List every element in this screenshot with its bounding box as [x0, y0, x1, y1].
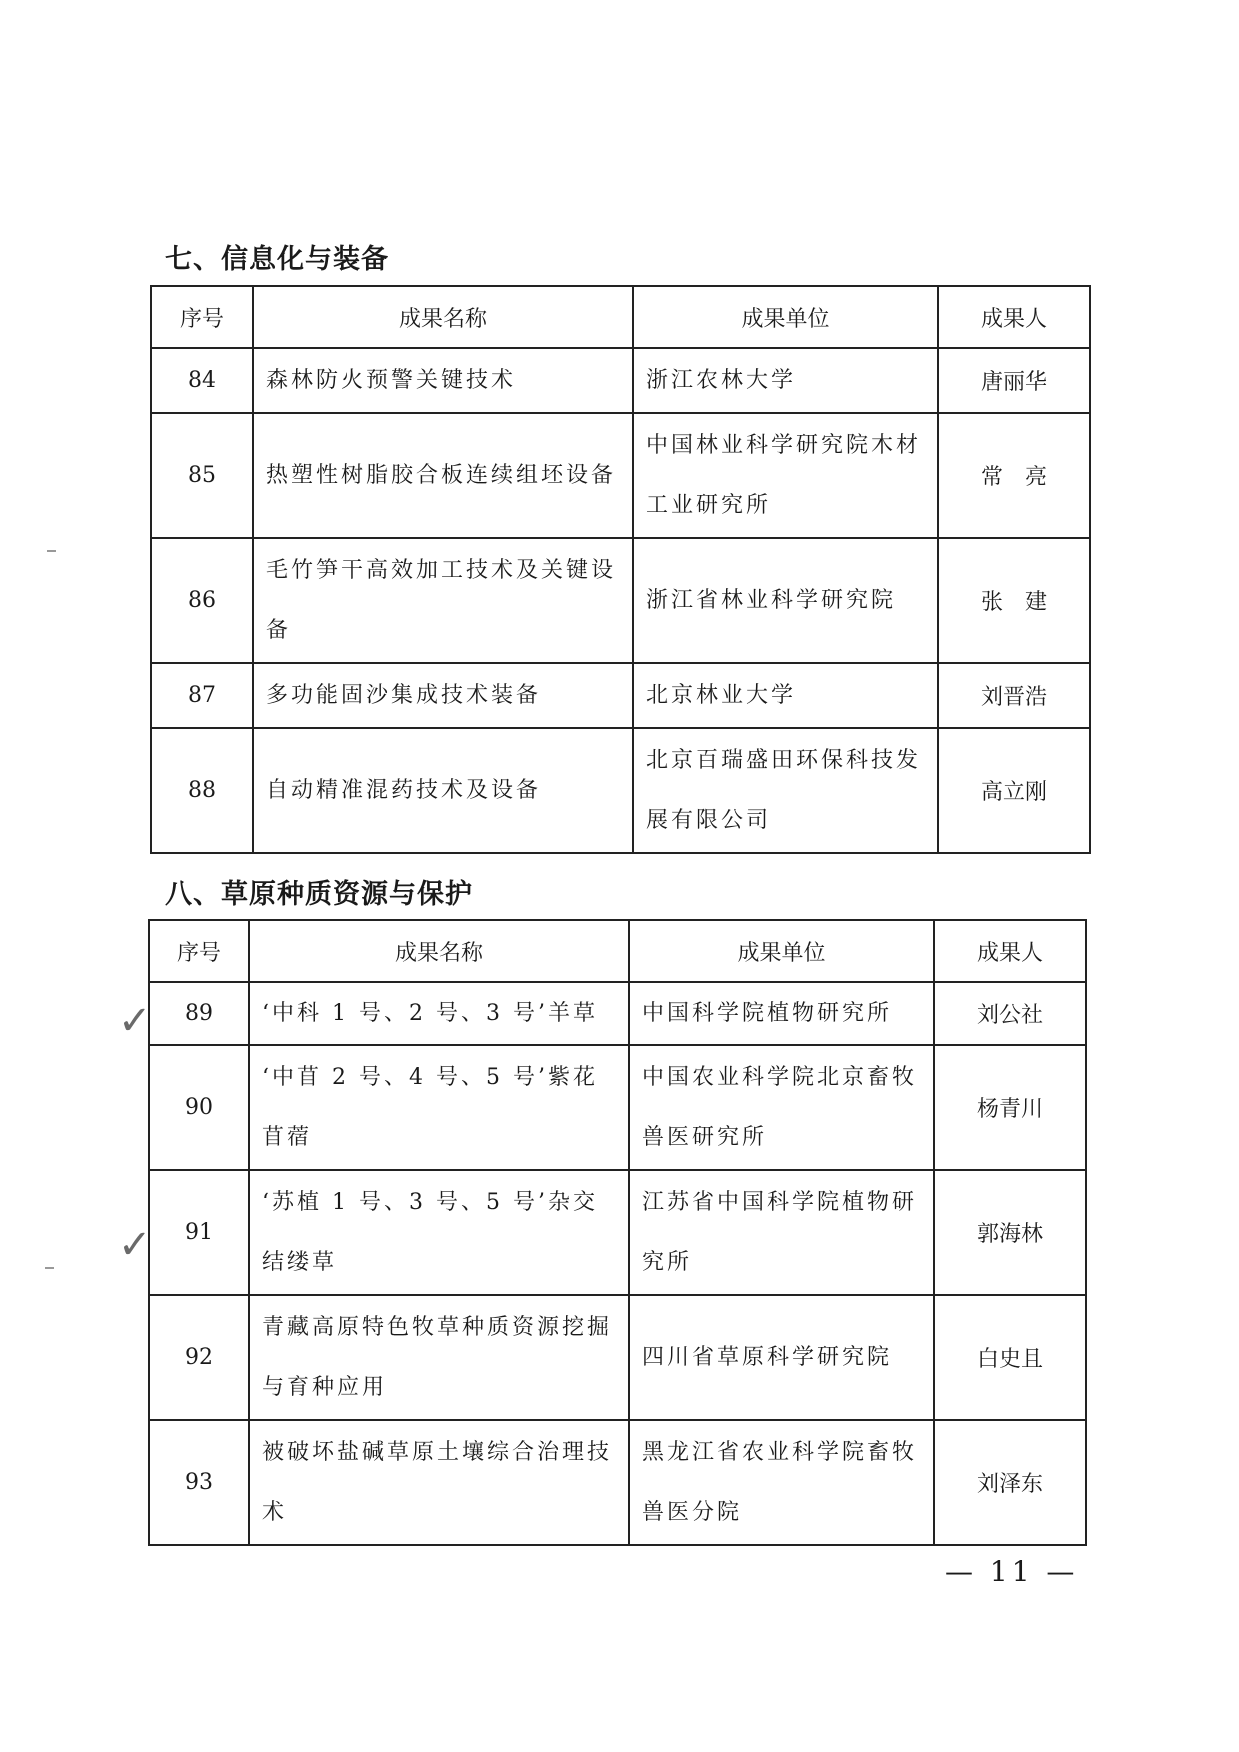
row-name: ‘中科 1 号、2 号、3 号’羊草	[249, 982, 629, 1045]
row-person: 张 建	[938, 538, 1090, 663]
table-row	[151, 348, 1090, 413]
row-unit: 北京林业大学	[633, 663, 938, 728]
header-num: 序号	[151, 286, 253, 348]
checkmark-icon: ✓	[118, 998, 152, 1044]
section-title-informatization: 七、信息化与装备	[165, 244, 389, 275]
row-unit: 黑龙江省农业科学院畜牧兽医分院	[629, 1420, 934, 1545]
row-unit: 中国林业科学研究院木材工业研究所	[633, 413, 938, 538]
row-person: 刘公社	[934, 982, 1086, 1045]
table-row	[149, 1170, 1086, 1295]
row-name: 自动精准混药技术及设备	[253, 728, 633, 853]
row-num: 93	[149, 1420, 249, 1545]
scan-speck	[45, 1267, 54, 1269]
row-person: 高立刚	[938, 728, 1090, 853]
table-header-row	[151, 286, 1090, 348]
table-row	[151, 728, 1090, 853]
row-name: 热塑性树脂胶合板连续组坯设备	[253, 413, 633, 538]
row-name: ‘中苜 2 号、4 号、5 号’紫花苜蓿	[249, 1045, 629, 1170]
row-person: 刘泽东	[934, 1420, 1086, 1545]
table-row	[151, 413, 1090, 538]
table-row	[149, 1420, 1086, 1545]
row-num: 87	[151, 663, 253, 728]
checkmark-icon: ✓	[118, 1222, 152, 1268]
row-num: 92	[149, 1295, 249, 1420]
row-num: 84	[151, 348, 253, 413]
row-name: ‘苏植 1 号、3 号、5 号’杂交结缕草	[249, 1170, 629, 1295]
row-name: 被破坏盐碱草原土壤综合治理技术	[249, 1420, 629, 1545]
row-person: 郭海林	[934, 1170, 1086, 1295]
header-unit: 成果单位	[629, 920, 934, 982]
row-name: 森林防火预警关键技术	[253, 348, 633, 413]
header-unit: 成果单位	[633, 286, 938, 348]
row-unit: 浙江省林业科学研究院	[633, 538, 938, 663]
row-num: 91	[149, 1170, 249, 1295]
table-row	[149, 1045, 1086, 1170]
header-num: 序号	[149, 920, 249, 982]
row-unit: 中国农业科学院北京畜牧兽医研究所	[629, 1045, 934, 1170]
row-unit: 江苏省中国科学院植物研究所	[629, 1170, 934, 1295]
row-person: 唐丽华	[938, 348, 1090, 413]
row-name: 多功能固沙集成技术装备	[253, 663, 633, 728]
header-person: 成果人	[934, 920, 1086, 982]
results-table-informatization	[150, 285, 1091, 854]
row-name: 毛竹笋干高效加工技术及关键设备	[253, 538, 633, 663]
table-row	[151, 538, 1090, 663]
table-row	[149, 1295, 1086, 1420]
row-num: 89	[149, 982, 249, 1045]
row-name: 青藏高原特色牧草种质资源挖掘与育种应用	[249, 1295, 629, 1420]
row-num: 88	[151, 728, 253, 853]
page-number: — 11 —	[945, 1555, 1079, 1588]
row-unit: 浙江农林大学	[633, 348, 938, 413]
row-unit: 四川省草原科学研究院	[629, 1295, 934, 1420]
row-person: 杨青川	[934, 1045, 1086, 1170]
table-row	[151, 663, 1090, 728]
row-person: 白史且	[934, 1295, 1086, 1420]
results-table-grassland	[148, 919, 1087, 1546]
header-name: 成果名称	[253, 286, 633, 348]
row-num: 85	[151, 413, 253, 538]
row-num: 86	[151, 538, 253, 663]
header-name: 成果名称	[249, 920, 629, 982]
row-num: 90	[149, 1045, 249, 1170]
row-unit: 北京百瑞盛田环保科技发展有限公司	[633, 728, 938, 853]
row-person: 刘晋浩	[938, 663, 1090, 728]
scan-speck	[47, 550, 56, 552]
table-row	[149, 982, 1086, 1045]
header-person: 成果人	[938, 286, 1090, 348]
section-title-grassland: 八、草原种质资源与保护	[165, 879, 473, 910]
row-unit: 中国科学院植物研究所	[629, 982, 934, 1045]
table-header-row	[149, 920, 1086, 982]
row-person: 常 亮	[938, 413, 1090, 538]
